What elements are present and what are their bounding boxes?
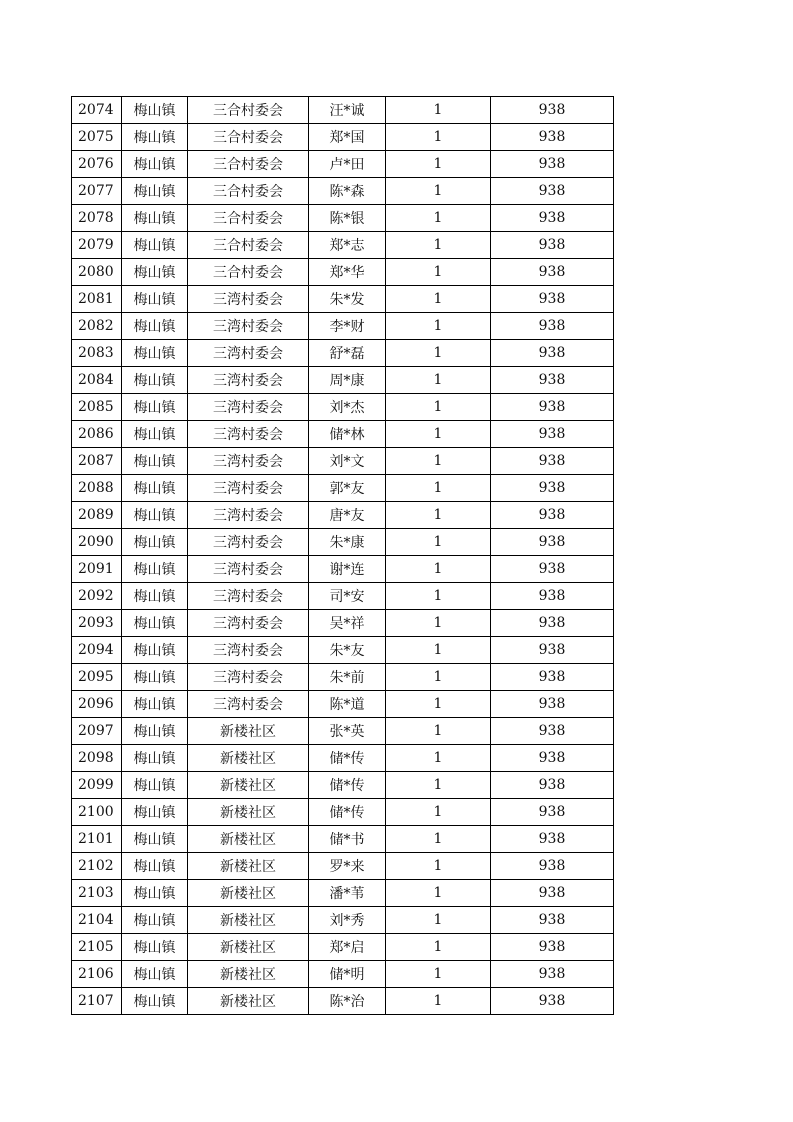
- table-row: [72, 988, 614, 1015]
- town-cell: 梅山镇: [122, 583, 188, 610]
- row-number-cell: 2097: [72, 718, 122, 745]
- count-cell: 1: [386, 583, 491, 610]
- person-name-cell: 卢*田: [309, 151, 386, 178]
- person-name-cell: 刘*秀: [309, 907, 386, 934]
- amount-cell: 938: [491, 367, 614, 394]
- count-cell: 1: [386, 259, 491, 286]
- person-name-cell: 司*安: [309, 583, 386, 610]
- village-cell: 三湾村委会: [188, 421, 309, 448]
- amount-cell: 938: [491, 448, 614, 475]
- row-number-cell: 2074: [72, 97, 122, 124]
- table-row: [72, 934, 614, 961]
- village-cell: 三合村委会: [188, 259, 309, 286]
- person-name-cell: 张*英: [309, 718, 386, 745]
- count-cell: 1: [386, 151, 491, 178]
- village-cell: 三湾村委会: [188, 394, 309, 421]
- row-number-cell: 2102: [72, 853, 122, 880]
- village-cell: 三合村委会: [188, 151, 309, 178]
- table-row: [72, 880, 614, 907]
- town-cell: 梅山镇: [122, 907, 188, 934]
- count-cell: 1: [386, 97, 491, 124]
- row-number-cell: 2106: [72, 961, 122, 988]
- count-cell: 1: [386, 934, 491, 961]
- count-cell: 1: [386, 556, 491, 583]
- count-cell: 1: [386, 772, 491, 799]
- town-cell: 梅山镇: [122, 475, 188, 502]
- row-number-cell: 2084: [72, 367, 122, 394]
- count-cell: 1: [386, 880, 491, 907]
- count-cell: 1: [386, 691, 491, 718]
- person-name-cell: 刘*文: [309, 448, 386, 475]
- amount-cell: 938: [491, 718, 614, 745]
- village-cell: 三合村委会: [188, 205, 309, 232]
- amount-cell: 938: [491, 637, 614, 664]
- town-cell: 梅山镇: [122, 799, 188, 826]
- count-cell: 1: [386, 448, 491, 475]
- person-name-cell: 储*传: [309, 772, 386, 799]
- table-row: [72, 826, 614, 853]
- village-cell: 三湾村委会: [188, 583, 309, 610]
- count-cell: 1: [386, 367, 491, 394]
- person-name-cell: 朱*康: [309, 529, 386, 556]
- table-row: [72, 124, 614, 151]
- amount-cell: 938: [491, 907, 614, 934]
- row-number-cell: 2105: [72, 934, 122, 961]
- village-cell: 三湾村委会: [188, 448, 309, 475]
- village-cell: 新楼社区: [188, 826, 309, 853]
- village-cell: 三湾村委会: [188, 529, 309, 556]
- table-row: [72, 610, 614, 637]
- table-row: [72, 421, 614, 448]
- row-number-cell: 2085: [72, 394, 122, 421]
- table-row: [72, 556, 614, 583]
- count-cell: 1: [386, 907, 491, 934]
- amount-cell: 938: [491, 583, 614, 610]
- village-cell: 三湾村委会: [188, 637, 309, 664]
- row-number-cell: 2087: [72, 448, 122, 475]
- count-cell: 1: [386, 394, 491, 421]
- town-cell: 梅山镇: [122, 502, 188, 529]
- village-cell: 新楼社区: [188, 934, 309, 961]
- roster-body: [72, 97, 614, 1015]
- table-row: [72, 367, 614, 394]
- amount-cell: 938: [491, 988, 614, 1015]
- count-cell: 1: [386, 286, 491, 313]
- amount-cell: 938: [491, 691, 614, 718]
- amount-cell: 938: [491, 178, 614, 205]
- table-row: [72, 664, 614, 691]
- village-cell: 三合村委会: [188, 97, 309, 124]
- row-number-cell: 2075: [72, 124, 122, 151]
- count-cell: 1: [386, 340, 491, 367]
- village-cell: 三湾村委会: [188, 367, 309, 394]
- row-number-cell: 2090: [72, 529, 122, 556]
- table-row: [72, 448, 614, 475]
- person-name-cell: 陈*道: [309, 691, 386, 718]
- person-name-cell: 郑*志: [309, 232, 386, 259]
- town-cell: 梅山镇: [122, 880, 188, 907]
- table-row: [72, 313, 614, 340]
- row-number-cell: 2086: [72, 421, 122, 448]
- row-number-cell: 2103: [72, 880, 122, 907]
- town-cell: 梅山镇: [122, 232, 188, 259]
- person-name-cell: 谢*连: [309, 556, 386, 583]
- table-row: [72, 394, 614, 421]
- person-name-cell: 储*传: [309, 745, 386, 772]
- amount-cell: 938: [491, 529, 614, 556]
- village-cell: 新楼社区: [188, 907, 309, 934]
- row-number-cell: 2083: [72, 340, 122, 367]
- town-cell: 梅山镇: [122, 448, 188, 475]
- village-cell: 新楼社区: [188, 772, 309, 799]
- village-cell: 新楼社区: [188, 745, 309, 772]
- count-cell: 1: [386, 718, 491, 745]
- table-row: [72, 232, 614, 259]
- town-cell: 梅山镇: [122, 637, 188, 664]
- amount-cell: 938: [491, 961, 614, 988]
- person-name-cell: 朱*友: [309, 637, 386, 664]
- village-cell: 三湾村委会: [188, 340, 309, 367]
- town-cell: 梅山镇: [122, 961, 188, 988]
- amount-cell: 938: [491, 799, 614, 826]
- count-cell: 1: [386, 205, 491, 232]
- village-cell: 新楼社区: [188, 853, 309, 880]
- count-cell: 1: [386, 421, 491, 448]
- person-name-cell: 储*林: [309, 421, 386, 448]
- amount-cell: 938: [491, 745, 614, 772]
- person-name-cell: 周*康: [309, 367, 386, 394]
- table-row: [72, 772, 614, 799]
- count-cell: 1: [386, 745, 491, 772]
- row-number-cell: 2104: [72, 907, 122, 934]
- person-name-cell: 储*传: [309, 799, 386, 826]
- roster-table: [71, 96, 614, 1015]
- amount-cell: 938: [491, 340, 614, 367]
- amount-cell: 938: [491, 826, 614, 853]
- table-row: [72, 97, 614, 124]
- person-name-cell: 陈*森: [309, 178, 386, 205]
- village-cell: 三湾村委会: [188, 502, 309, 529]
- person-name-cell: 储*书: [309, 826, 386, 853]
- person-name-cell: 郑*启: [309, 934, 386, 961]
- table-row: [72, 502, 614, 529]
- person-name-cell: 郑*国: [309, 124, 386, 151]
- row-number-cell: 2080: [72, 259, 122, 286]
- village-cell: 三湾村委会: [188, 475, 309, 502]
- town-cell: 梅山镇: [122, 556, 188, 583]
- person-name-cell: 吴*祥: [309, 610, 386, 637]
- table-row: [72, 259, 614, 286]
- amount-cell: 938: [491, 232, 614, 259]
- village-cell: 三湾村委会: [188, 556, 309, 583]
- amount-cell: 938: [491, 934, 614, 961]
- town-cell: 梅山镇: [122, 421, 188, 448]
- village-cell: 新楼社区: [188, 961, 309, 988]
- count-cell: 1: [386, 313, 491, 340]
- town-cell: 梅山镇: [122, 313, 188, 340]
- town-cell: 梅山镇: [122, 178, 188, 205]
- amount-cell: 938: [491, 475, 614, 502]
- amount-cell: 938: [491, 502, 614, 529]
- person-name-cell: 储*明: [309, 961, 386, 988]
- count-cell: 1: [386, 178, 491, 205]
- village-cell: 三合村委会: [188, 178, 309, 205]
- count-cell: 1: [386, 637, 491, 664]
- amount-cell: 938: [491, 313, 614, 340]
- row-number-cell: 2078: [72, 205, 122, 232]
- table-row: [72, 529, 614, 556]
- amount-cell: 938: [491, 664, 614, 691]
- row-number-cell: 2096: [72, 691, 122, 718]
- amount-cell: 938: [491, 205, 614, 232]
- table-row: [72, 286, 614, 313]
- town-cell: 梅山镇: [122, 529, 188, 556]
- person-name-cell: 刘*杰: [309, 394, 386, 421]
- count-cell: 1: [386, 826, 491, 853]
- row-number-cell: 2081: [72, 286, 122, 313]
- town-cell: 梅山镇: [122, 394, 188, 421]
- table-row: [72, 637, 614, 664]
- town-cell: 梅山镇: [122, 340, 188, 367]
- person-name-cell: 汪*诚: [309, 97, 386, 124]
- table-row: [72, 718, 614, 745]
- person-name-cell: 郑*华: [309, 259, 386, 286]
- town-cell: 梅山镇: [122, 367, 188, 394]
- town-cell: 梅山镇: [122, 934, 188, 961]
- village-cell: 三湾村委会: [188, 610, 309, 637]
- count-cell: 1: [386, 988, 491, 1015]
- person-name-cell: 舒*磊: [309, 340, 386, 367]
- town-cell: 梅山镇: [122, 97, 188, 124]
- amount-cell: 938: [491, 772, 614, 799]
- row-number-cell: 2099: [72, 772, 122, 799]
- town-cell: 梅山镇: [122, 853, 188, 880]
- count-cell: 1: [386, 502, 491, 529]
- row-number-cell: 2076: [72, 151, 122, 178]
- row-number-cell: 2089: [72, 502, 122, 529]
- row-number-cell: 2077: [72, 178, 122, 205]
- row-number-cell: 2095: [72, 664, 122, 691]
- table-row: [72, 205, 614, 232]
- town-cell: 梅山镇: [122, 259, 188, 286]
- count-cell: 1: [386, 961, 491, 988]
- village-cell: 三湾村委会: [188, 691, 309, 718]
- amount-cell: 938: [491, 610, 614, 637]
- town-cell: 梅山镇: [122, 826, 188, 853]
- count-cell: 1: [386, 529, 491, 556]
- town-cell: 梅山镇: [122, 745, 188, 772]
- amount-cell: 938: [491, 880, 614, 907]
- table-row: [72, 151, 614, 178]
- row-number-cell: 2107: [72, 988, 122, 1015]
- amount-cell: 938: [491, 259, 614, 286]
- town-cell: 梅山镇: [122, 286, 188, 313]
- town-cell: 梅山镇: [122, 988, 188, 1015]
- count-cell: 1: [386, 853, 491, 880]
- town-cell: 梅山镇: [122, 718, 188, 745]
- amount-cell: 938: [491, 286, 614, 313]
- amount-cell: 938: [491, 124, 614, 151]
- row-number-cell: 2082: [72, 313, 122, 340]
- count-cell: 1: [386, 475, 491, 502]
- person-name-cell: 潘*苇: [309, 880, 386, 907]
- village-cell: 三合村委会: [188, 124, 309, 151]
- person-name-cell: 朱*发: [309, 286, 386, 313]
- table-row: [72, 475, 614, 502]
- row-number-cell: 2091: [72, 556, 122, 583]
- table-row: [72, 961, 614, 988]
- town-cell: 梅山镇: [122, 205, 188, 232]
- person-name-cell: 罗*来: [309, 853, 386, 880]
- amount-cell: 938: [491, 556, 614, 583]
- village-cell: 新楼社区: [188, 988, 309, 1015]
- count-cell: 1: [386, 124, 491, 151]
- table-row: [72, 907, 614, 934]
- village-cell: 三合村委会: [188, 232, 309, 259]
- count-cell: 1: [386, 799, 491, 826]
- table-row: [72, 799, 614, 826]
- town-cell: 梅山镇: [122, 151, 188, 178]
- table-row: [72, 853, 614, 880]
- row-number-cell: 2092: [72, 583, 122, 610]
- person-name-cell: 朱*前: [309, 664, 386, 691]
- table-row: [72, 745, 614, 772]
- table-row: [72, 340, 614, 367]
- person-name-cell: 唐*友: [309, 502, 386, 529]
- village-cell: 新楼社区: [188, 880, 309, 907]
- row-number-cell: 2098: [72, 745, 122, 772]
- town-cell: 梅山镇: [122, 691, 188, 718]
- count-cell: 1: [386, 664, 491, 691]
- amount-cell: 938: [491, 853, 614, 880]
- table-row: [72, 691, 614, 718]
- person-name-cell: 陈*银: [309, 205, 386, 232]
- town-cell: 梅山镇: [122, 664, 188, 691]
- count-cell: 1: [386, 232, 491, 259]
- amount-cell: 938: [491, 97, 614, 124]
- amount-cell: 938: [491, 394, 614, 421]
- town-cell: 梅山镇: [122, 610, 188, 637]
- row-number-cell: 2093: [72, 610, 122, 637]
- count-cell: 1: [386, 610, 491, 637]
- town-cell: 梅山镇: [122, 124, 188, 151]
- person-name-cell: 陈*治: [309, 988, 386, 1015]
- town-cell: 梅山镇: [122, 772, 188, 799]
- table-row: [72, 178, 614, 205]
- row-number-cell: 2100: [72, 799, 122, 826]
- row-number-cell: 2079: [72, 232, 122, 259]
- table-row: [72, 583, 614, 610]
- row-number-cell: 2088: [72, 475, 122, 502]
- village-cell: 三湾村委会: [188, 313, 309, 340]
- row-number-cell: 2094: [72, 637, 122, 664]
- village-cell: 三湾村委会: [188, 664, 309, 691]
- row-number-cell: 2101: [72, 826, 122, 853]
- amount-cell: 938: [491, 421, 614, 448]
- village-cell: 新楼社区: [188, 718, 309, 745]
- person-name-cell: 李*财: [309, 313, 386, 340]
- amount-cell: 938: [491, 151, 614, 178]
- person-name-cell: 郭*友: [309, 475, 386, 502]
- village-cell: 新楼社区: [188, 799, 309, 826]
- village-cell: 三湾村委会: [188, 286, 309, 313]
